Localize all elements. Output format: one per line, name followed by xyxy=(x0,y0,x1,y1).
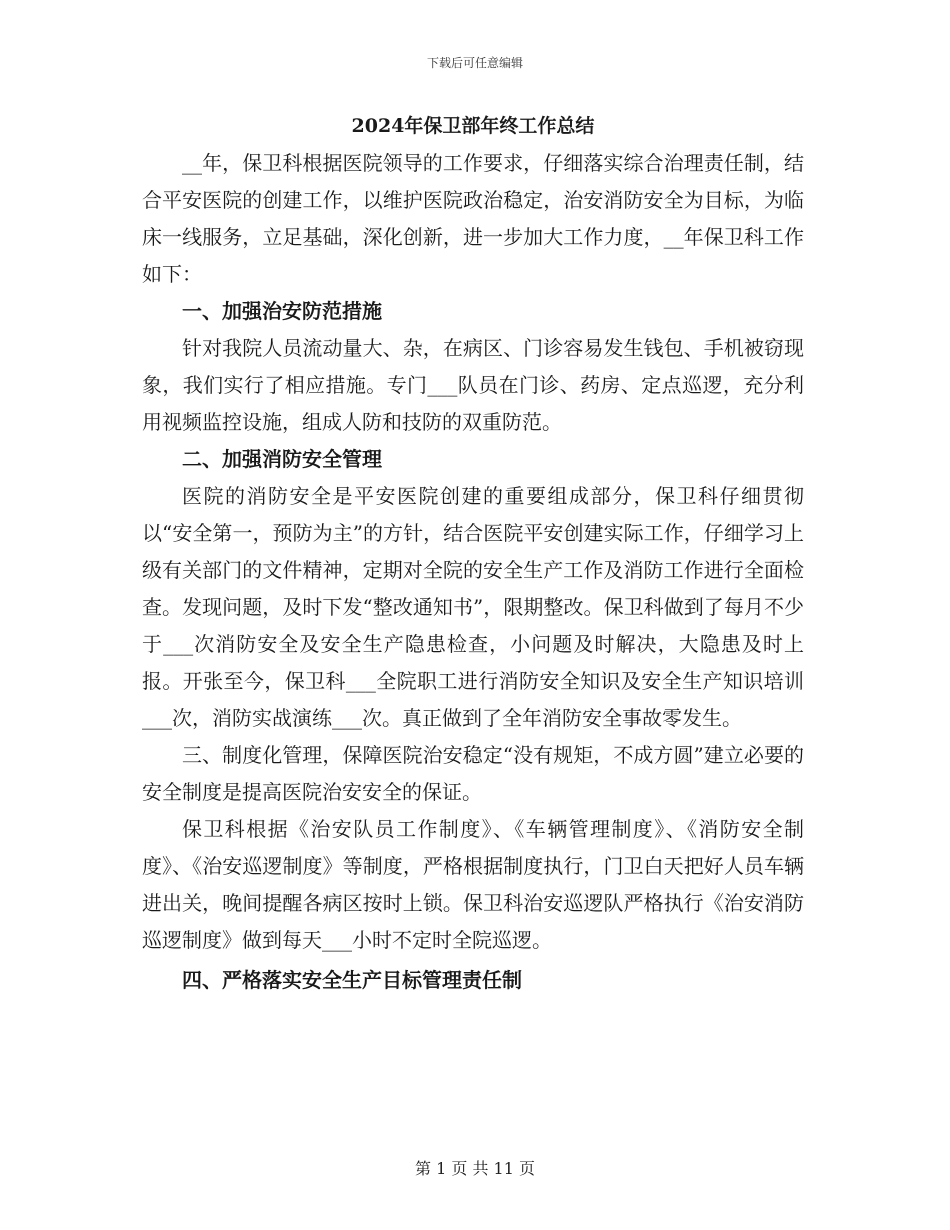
section4-heading: 四、严格落实安全生产目标管理责任制 xyxy=(182,968,522,992)
section2-paragraph: 医院的消防安全是平安医院创建的重要组成部分，保卫科仔细贯彻以“安全第一，预防为主”的方针，结合医院平安创建实际工作，仔细学习上级有关部门的文件精神，定期对全院的安全生产工作及消防工作进行全面检查。发现问题，及时下发“整改通知书”，限期整改。保卫科做到了每月不少于___次消防安全及安全生产隐患检查，小问题及时解决，大隐患及时上报。开张至今，保卫科___全院职工进行消防安全知识及安全生产知识培训___次，消防实战演练___次。真正做到了全年消防安全事故零发生。 xyxy=(142,484,804,730)
intro-paragraph: __年，保卫科根据医院领导的工作要求，仔细落实综合治理责任制，结合平安医院的创建工作，以维护医院政治稳定，治安消防安全为目标，为临床一线服务，立足基础，深化创新，进一步加大工作力度，__年保卫科工作如下： xyxy=(142,151,804,286)
section3-paragraph: 三、制度化管理，保障医院治安稳定“没有规矩，不成方圆”建立必要的安全制度是提高医院治安安全的保证。 xyxy=(142,743,804,804)
section1-heading: 一、加强治安防范措施 xyxy=(182,299,382,323)
document-title: 2024年保卫部年终工作总结 xyxy=(351,115,595,137)
page-number: 第 1 页 共 11 页 xyxy=(415,1159,535,1178)
header-note: 下载后可任意编辑 xyxy=(426,56,523,70)
section1-paragraph: 针对我院人员流动量大、杂，在病区、门诊容易发生钱包、手机被窃现象，我们实行了相应措施。专门___队员在门诊、药房、定点巡逻，充分利用视频监控设施，组成人防和技防的双重防范。 xyxy=(142,336,804,434)
section2-heading: 二、加强消防安全管理 xyxy=(182,447,382,471)
section3-paragraph-2: 保卫科根据《治安队员工作制度》、《车辆管理制度》、《消防安全制度》、《治安巡逻制度》等制度，严格根据制度执行，门卫白天把好人员车辆进出关，晚间提醒各病区按时上锁。保卫科治安巡逻队严格执行《治安消防巡逻制度》做到每天___小时不定时全院巡逻。 xyxy=(142,817,804,952)
document-body xyxy=(142,110,804,999)
